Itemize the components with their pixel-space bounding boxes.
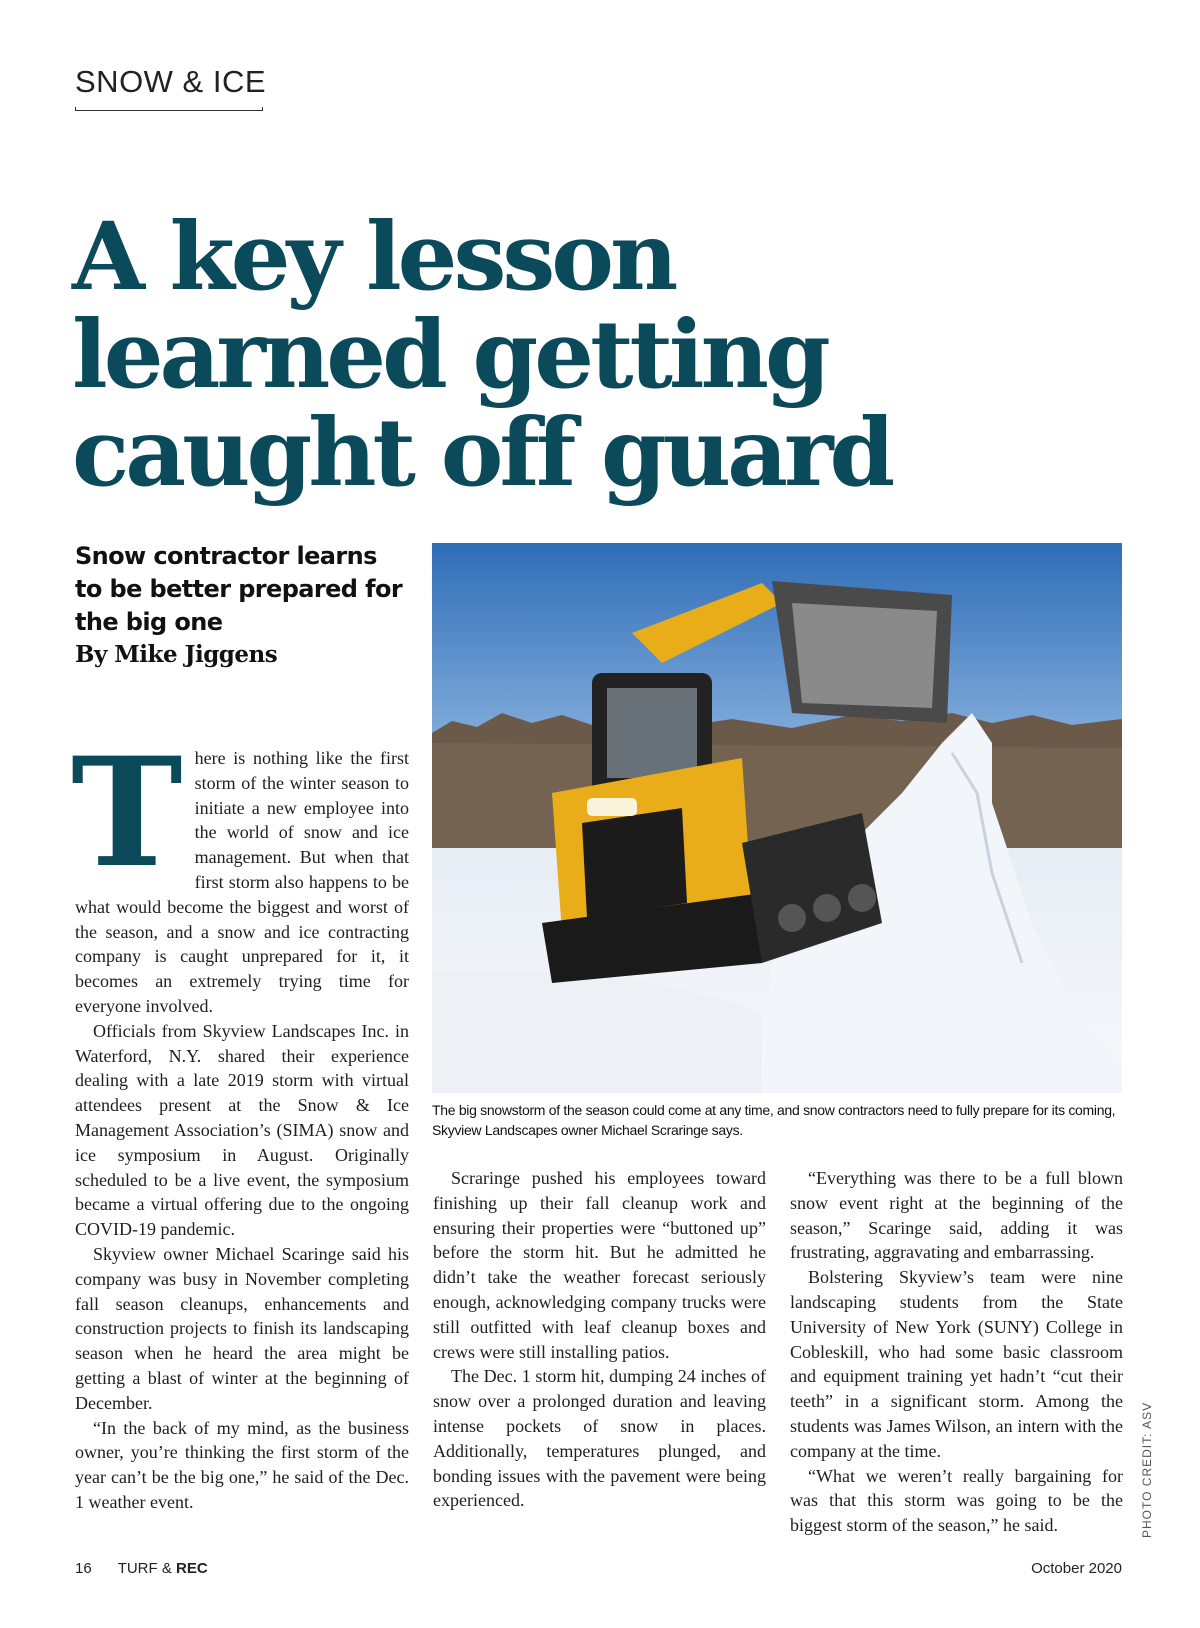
body-paragraph-4: “In the back of my mind, as the business owner, you’re thinking the first storm of the year can’t be the big one,” he said of the Dec. 1 weather event. (75, 1417, 409, 1512)
body-paragraph-9: “What we weren’t really bargaining for was that this storm was going to be the biggest storm of the season,” he said. (790, 1465, 1123, 1536)
body-paragraph-3: Skyview owner Michael Scaringe said his company was busy in November completing fall season cleanups, enhancements and construction projects to finish its landscaping season when he heard the area might be getting a blast of winter at the beginning of December. (75, 1243, 409, 1413)
magazine-name-bold: REC (176, 1560, 208, 1577)
byline: By Mike Jiggens (75, 641, 278, 668)
headline-line-2: learned getting (72, 300, 827, 410)
dek: Snow contractor learns to be better prepared for the big one (75, 542, 403, 636)
photo-caption: The big snowstorm of the season could come at any time, and snow contractors need to fully prepare for its coming, Skyview Landscapes owner Michael Scraringe says. (432, 1102, 1116, 1138)
body-column-1 (71, 725, 409, 1515)
article-photo (432, 543, 1122, 1093)
magazine-name-prefix: TURF & (117, 1560, 177, 1577)
drop-cap: T (71, 725, 183, 901)
photo-credit: PHOTO CREDIT: ASV (1140, 1401, 1154, 1538)
headline (72, 202, 1072, 508)
body-paragraph-1: here is nothing like the first storm of the winter season to initiate a new employee into the world of snow and ice management. But when that first storm also happens to be what would become the biggest and worst of the season, and a snow and ice contracting company is caught unprepared for it, it becomes an extremely trying time for everyone involved. (75, 748, 409, 1016)
section-rule (75, 110, 263, 111)
footer-folio (75, 1560, 208, 1577)
headline-line-1: A key lesson (72, 202, 675, 312)
headline-line-3: caught off guard (72, 398, 892, 508)
body-paragraph-7: “Everything was there to be a full blown snow event right at the beginning of the season,” Scaringe said, adding it was frustrating, aggravating and embarrassing. (790, 1168, 1123, 1263)
body-column-3 (790, 1166, 1123, 1538)
section-label: SNOW & ICE (75, 64, 267, 99)
body-paragraph-6: The Dec. 1 storm hit, dumping 24 inches of snow over a prolonged duration and leaving intense pockets of snow in places. Additionally, temperatures plunged, and bonding issues with the pavement were being experienced. (433, 1366, 766, 1511)
body-column-2 (433, 1166, 766, 1513)
body-paragraph-8: Bolstering Skyview’s team were nine landscaping students from the State University of New York (SUNY) College in Cobleskill, who had some basic classroom and equipment training yet hadn’t “cut their teeth” in a significant storm. Among the students was James Wilson, an intern with the company at the time. (790, 1267, 1123, 1461)
body-paragraph-2: Officials from Skyview Landscapes Inc. in Waterford, N.Y. shared their experience dealing with a late 2019 storm with virtual attendees present at the Snow & Ice Management Association’s (SIMA) snow and ice symposium in August. Originally scheduled to be a live event, the symposium became a virtual offering due to the ongoing COVID-19 pandemic. (75, 1020, 409, 1240)
page-number: 16 (75, 1560, 92, 1577)
issue-date: October 2020 (1031, 1560, 1122, 1577)
body-paragraph-5: Scraringe pushed his employees toward finishing up their fall cleanup work and ensuring their properties were “buttoned up” before the storm hit. But he admitted he didn’t take the weather forecast seriously enough, acknowledging company trucks were still outfitted with leaf cleanup boxes and crews were still installing patios. (433, 1168, 766, 1362)
compact-track-loader-illustration (432, 543, 1122, 1093)
